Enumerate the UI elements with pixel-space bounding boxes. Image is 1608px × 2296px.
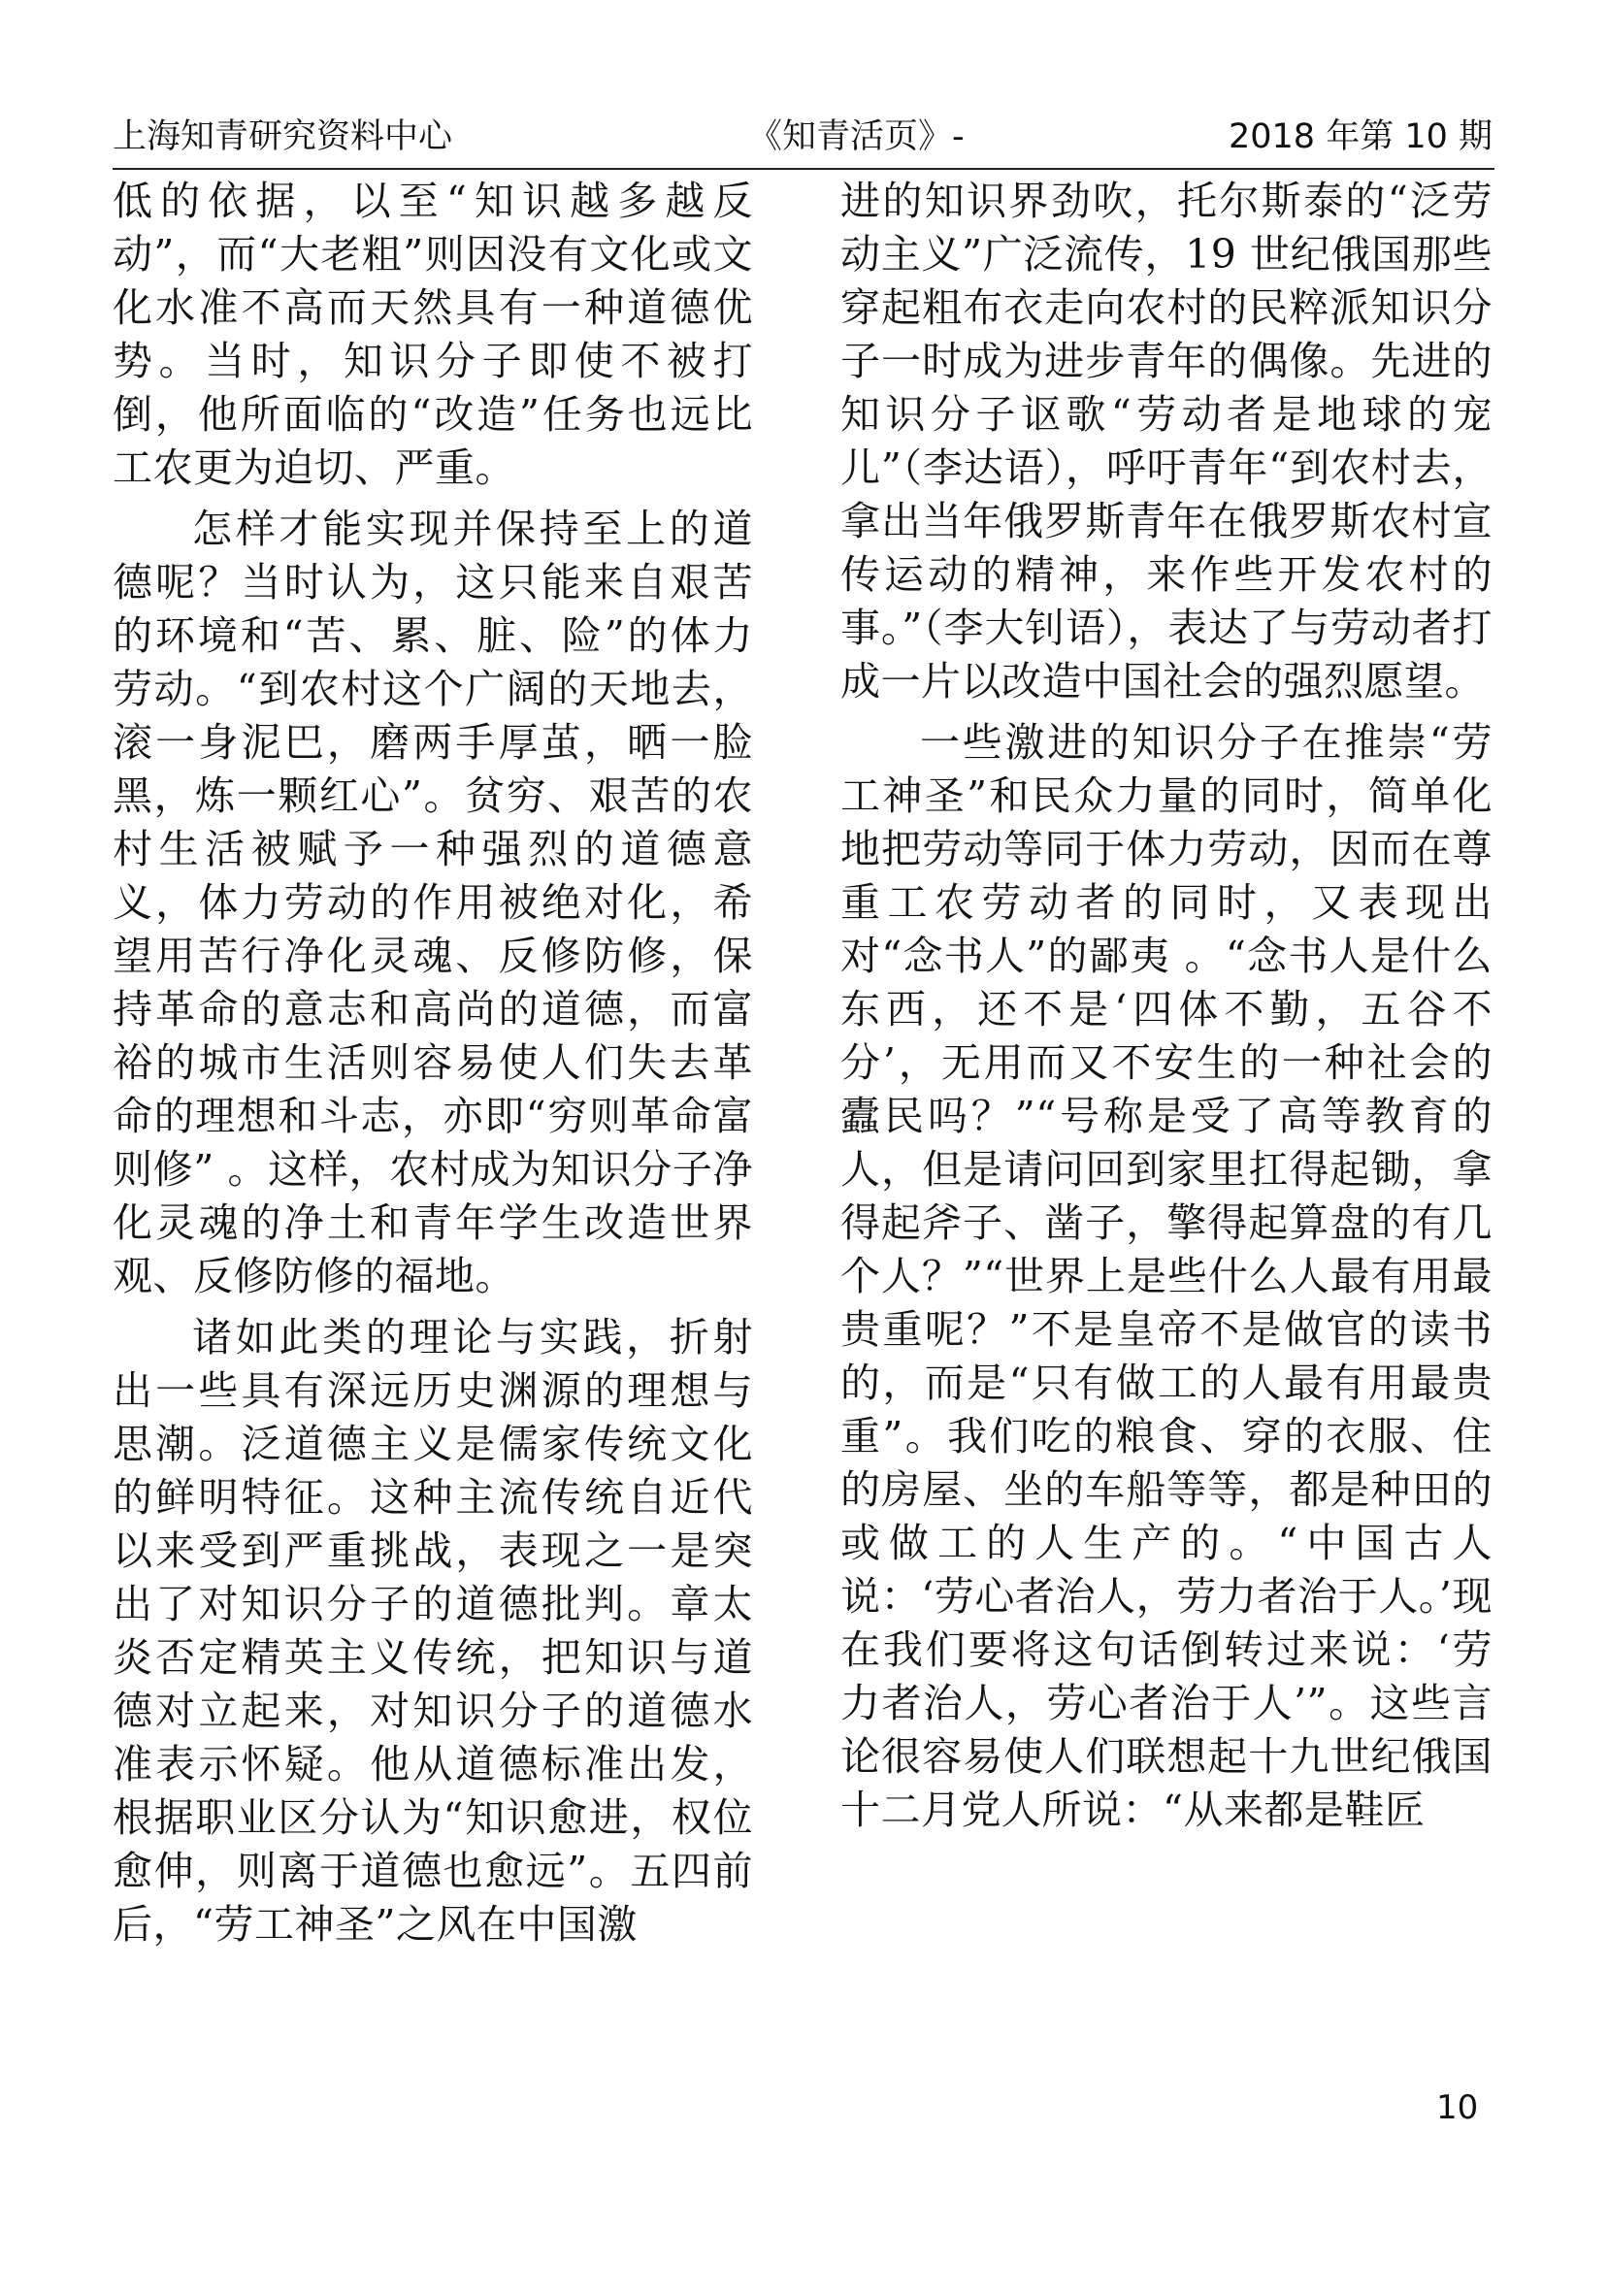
left-column xyxy=(113,175,753,1959)
paragraph: 低的依据，以至“知识越多越反动”，而“大老粗”则因没有文化或文化水准不高而天然具有一种道德优势。当时，知识分子即使不被打倒，他所面临的“改造”任务也远比工农更为迫切、严重。 xyxy=(113,178,753,491)
header-divider xyxy=(113,168,1494,170)
right-column xyxy=(840,175,1493,1845)
header-publication: 《知青活页》- xyxy=(748,117,965,156)
paragraph: 诸如此类的理论与实践，折射出一些具有深远历史渊源的理想与思潮。泛道德主义是儒家传统文化的鲜明特征。这种主流传统自近代以来受到严重挑战，表现之一是突出了对知识分子的道德批判。章太炎否定精英主义传统，把知识与道德对立起来，对知识分子的道德水准表示怀疑。他从道德标准出发，根据职业区分认为“知识愈进，权位愈伸，则离于道德也愈远”。五四前后，“劳工神圣”之风在中国激 xyxy=(113,1314,753,1948)
paragraph: 进的知识界劲吹，托尔斯泰的“泛劳动主义”广泛流传，19 世纪俄国那些穿起粗布衣走向农村的民粹派知识分子一时成为进步青年的偶像。先进的知识分子讴歌“劳动者是地球的宠儿”（李达语），呼吁青年“到农村去，拿出当年俄罗斯青年在俄罗斯农村宣传运动的精神，来作些开发农村的事。”（李大钊语），表达了与劳动者打成一片以改造中国社会的强烈愿望。 xyxy=(840,178,1493,705)
page-header xyxy=(113,110,1494,164)
paragraph: 怎样才能实现并保持至上的道德呢？当时认为，这只能来自艰苦的环境和“苦、累、脏、险”的体力劳动。“到农村这个广阔的天地去，滚一身泥巴，磨两手厚茧，晒一脸黑，炼一颗红心”。贫穷、艰苦的农村生活被赋予一种强烈的道德意义，体力劳动的作用被绝对化，希望用苦行净化灵魂、反修防修，保持革命的意志和高尚的道德，而富裕的城市生活则容易使人们失去革命的理想和斗志，亦即“穷则革命富则修” 。这样，农村成为知识分子净化灵魂的净土和青年学生改造世界观、反修防修的福地。 xyxy=(113,506,753,1299)
header-organization: 上海知青研究资料中心 xyxy=(113,117,453,156)
paragraph: 一些激进的知识分子在推崇“劳工神圣”和民众力量的同时，简单化地把劳动等同于体力劳动，因而在尊重工农劳动者的同时，又表现出对“念书人”的鄙夷 。“念书人是什么东西，还不是‘四体不勤，五谷不分’，无用而又不安生的一种社会的蠹民吗？”“号称是受了高等教育的人，但是请问回到家里扛得起锄，拿得起斧子、凿子，擎得起算盘的有几个人？”“世界上是些什么人最有用最贵重呢？”不是皇帝不是做官的读书的，而是“只有做工的人最有用最贵重”。我们吃的粮食、穿的衣服、住的房屋、坐的车船等等，都是种田的或做工的人生产的。“中国古人说：‘劳心者治人，劳力者治于人。’现在我们要将这句话倒转过来说：‘劳力者治人，劳心者治于人’”。这些言论很容易使人们联想起十九世纪俄国十二月党人所说：“从来都是鞋匠 xyxy=(840,719,1493,1833)
page-number: 10 xyxy=(1436,2088,1479,2127)
header-issue: 2018 年第 10 期 xyxy=(1229,117,1493,156)
